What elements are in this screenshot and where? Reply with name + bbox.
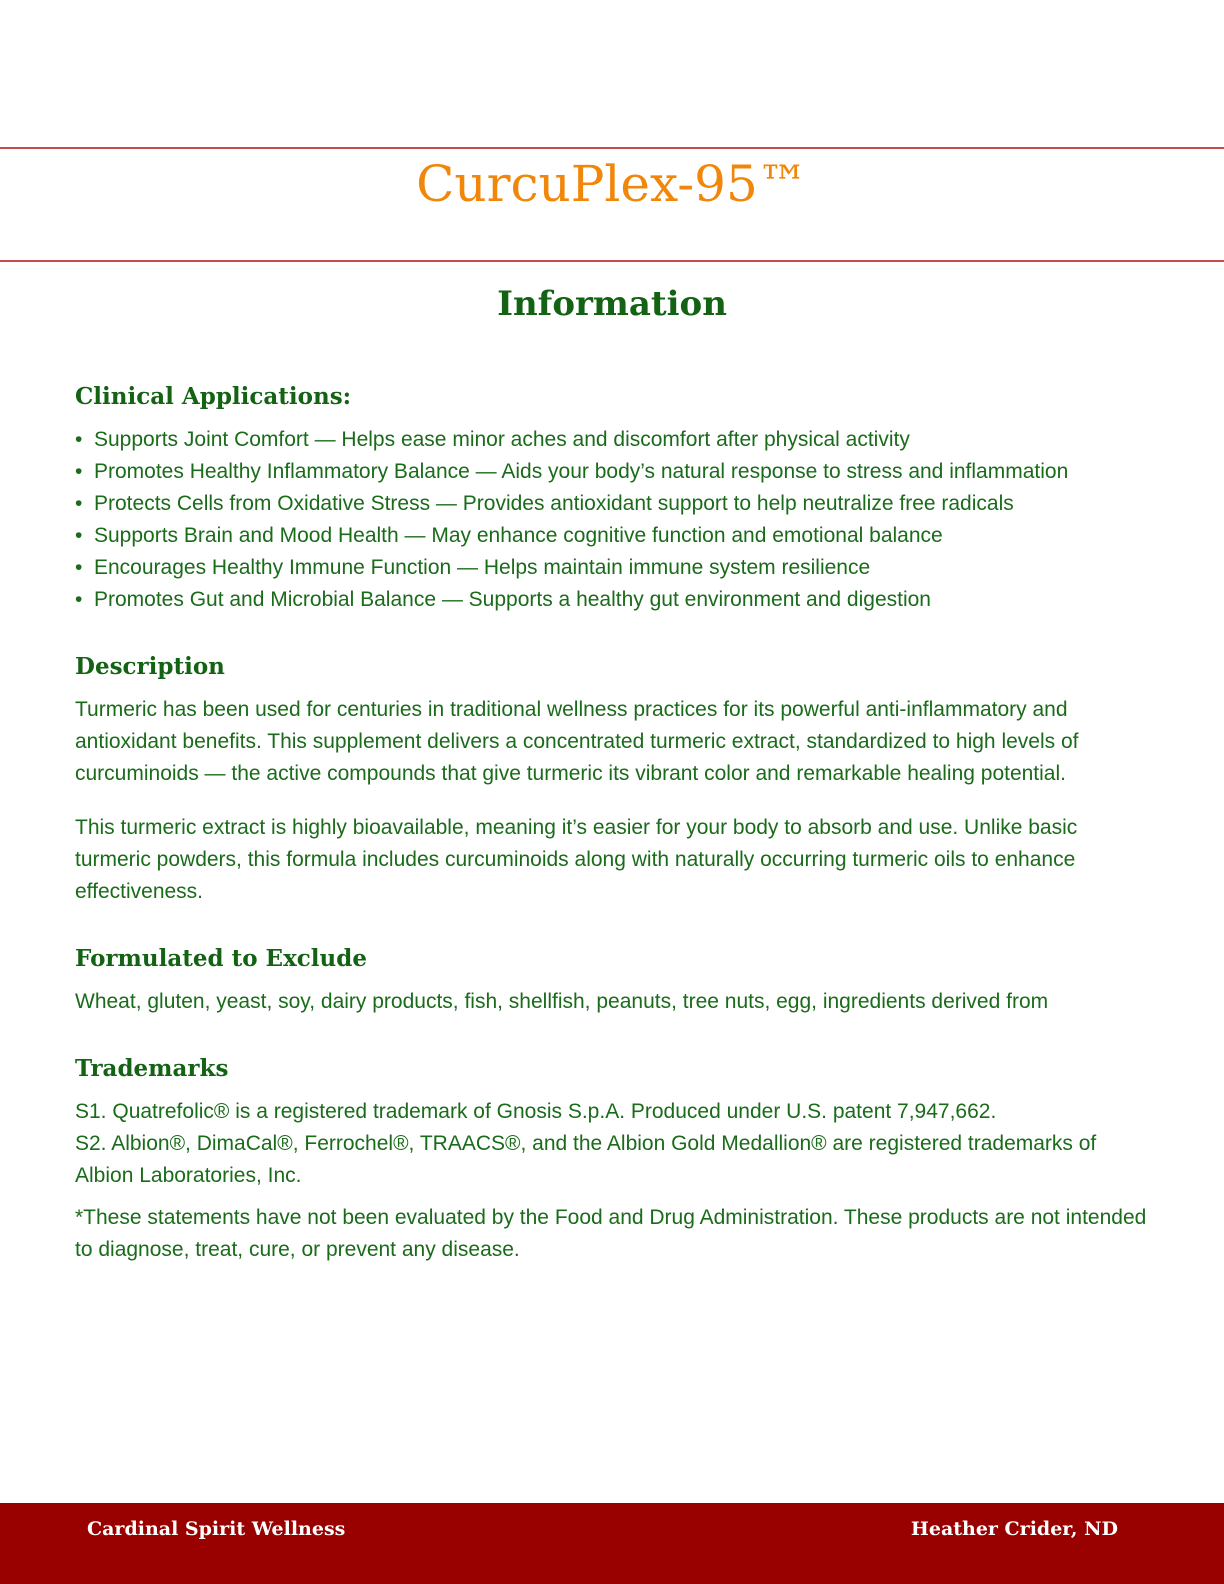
list-item: [75, 424, 1155, 456]
description-paragraph: Turmeric has been used for centuries in traditional wellness practices for its powerful anti-inflammatory and antioxidant benefits. This supplement delivers a concentrated turmeric extract, standardized to high levels of curcuminoids — the active compounds that give turmeric its vibrant color and remarkable healing potential.: [75, 698, 1079, 785]
footer-brand: Cardinal Spirit Wellness: [87, 1518, 346, 1540]
list-item: [75, 488, 1155, 520]
formulated-to-exclude-heading: Formulated to Exclude: [75, 945, 367, 972]
main-content: [75, 380, 1155, 1266]
footer-practitioner: Heather Crider, ND: [910, 1518, 1118, 1540]
fda-disclaimer: *These statements have not been evaluated by the Food and Drug Administration. These products are not intended to diagnose, treat, cure, or prevent any disease.: [75, 1206, 1147, 1261]
trademark-line: [75, 1096, 1155, 1192]
list-item-text: Promotes Healthy Inflammatory Balance — Aids your body’s natural response to stress and inflammation: [94, 460, 1069, 483]
bullet-icon: •: [75, 460, 83, 483]
clinical-applications-heading: Clinical Applications:: [75, 383, 352, 410]
trademark-line-s1: S1. Quatrefolic® is a registered trademark of Gnosis S.p.A. Produced under U.S. patent 7,947,662.: [75, 1100, 997, 1123]
list-item: [75, 520, 1155, 552]
clinical-applications-list: [75, 424, 1155, 616]
trademarks-heading: Trademarks: [75, 1055, 229, 1082]
list-item: [75, 584, 1155, 616]
description-paragraph: This turmeric extract is highly bioavailable, meaning it’s easier for your body to absorb and use. Unlike basic turmeric powders, this formula includes curcuminoids along with naturally occurring turmeric oils to enhance effectiveness.: [75, 816, 1078, 903]
trademarks-section: [75, 1052, 1155, 1266]
list-item-text: Encourages Healthy Immune Function — Helps maintain immune system resilience: [94, 556, 871, 579]
bullet-icon: •: [75, 428, 83, 451]
list-item-text: Protects Cells from Oxidative Stress — Provides antioxidant support to help neutralize free radicals: [94, 492, 1014, 515]
page-subtitle: Information: [497, 284, 727, 324]
trademark-line-s2: S2. Albion®, DimaCal®, Ferrochel®, TRAACS®, and the Albion Gold Medallion® are registered trademarks of Albion Laboratories, Inc.: [75, 1132, 1097, 1187]
bullet-icon: •: [75, 524, 83, 547]
bottom-divider-line: [0, 260, 1224, 262]
exclusions-text: Wheat, gluten, yeast, soy, dairy products, fish, shellfish, peanuts, tree nuts, egg, ingredients derived from: [75, 990, 1049, 1013]
list-item: [75, 552, 1155, 584]
clinical-applications-section: [75, 380, 1155, 616]
description-heading: Description: [75, 653, 225, 680]
formulated-to-exclude-section: [75, 942, 1155, 1018]
footer-bar: [0, 1503, 1224, 1584]
list-item-text: Supports Brain and Mood Health — May enhance cognitive function and emotional balance: [94, 524, 943, 547]
bullet-icon: •: [75, 588, 83, 611]
description-section: [75, 650, 1155, 908]
list-item: [75, 456, 1155, 488]
product-title: CurcuPlex-95™: [416, 155, 808, 213]
list-item-text: Promotes Gut and Microbial Balance — Supports a healthy gut environment and digestion: [94, 588, 931, 611]
bullet-icon: •: [75, 556, 83, 579]
bullet-icon: •: [75, 492, 83, 515]
list-item-text: Supports Joint Comfort — Helps ease minor aches and discomfort after physical activity: [94, 428, 910, 451]
